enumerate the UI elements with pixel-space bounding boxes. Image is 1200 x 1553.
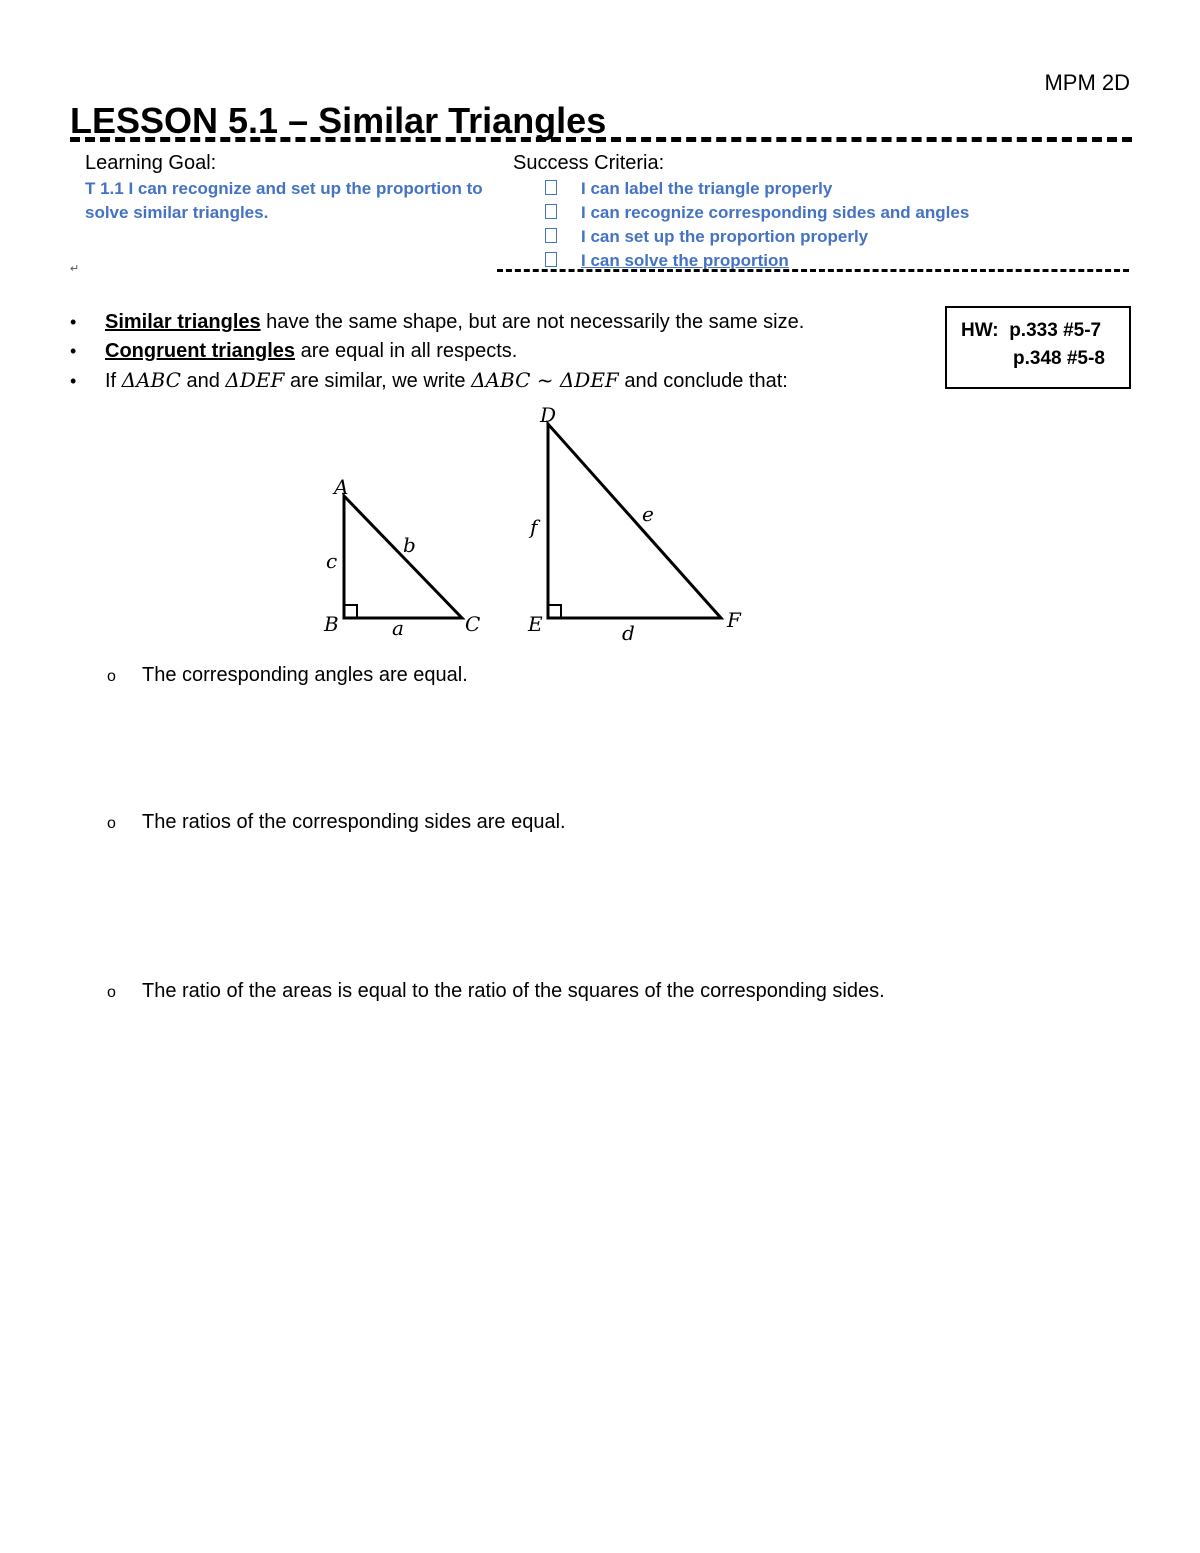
side-label-f: f: [530, 515, 538, 539]
side-label-a: a: [392, 616, 404, 640]
math-triangle-abc: ΔABC: [121, 368, 181, 392]
vertex-label-d: D: [540, 403, 557, 427]
sub-point-areas: [107, 980, 885, 1003]
bullet-icon: •: [70, 341, 77, 361]
sub-point-text: The corresponding angles are equal.: [142, 664, 468, 686]
text: If: [105, 370, 122, 392]
homework-assignment-2: p.348 #5-8: [1013, 348, 1105, 369]
vertex-label-a: A: [334, 475, 349, 499]
side-label-c: c: [326, 549, 338, 573]
criteria-text: I can recognize corresponding sides and angles: [581, 203, 970, 222]
right-angle-b: [344, 605, 357, 618]
math-triangle-def: ΔDEF: [225, 368, 285, 392]
side-label-e: e: [642, 502, 654, 526]
paragraph-mark-icon: ↵: [70, 263, 80, 275]
bullet-icon: •: [70, 312, 77, 332]
text: and conclude that:: [618, 370, 788, 392]
vertex-label-c: C: [465, 612, 481, 636]
learning-goal-heading: Learning Goal:: [85, 152, 217, 174]
vertex-label-b: B: [324, 612, 339, 636]
definition-text: are equal in all respects.: [295, 340, 518, 362]
sub-bullet-icon: o: [107, 984, 116, 1001]
vertex-label-f: F: [727, 608, 741, 632]
homework-assignment-1: p.333 #5-7: [1009, 320, 1102, 341]
term-congruent-triangles: Congruent triangles: [105, 340, 296, 362]
side-label-d: d: [622, 621, 635, 645]
learning-goal-text: T 1.1 I can recognize and set up the proportion to solve similar triangles.: [85, 179, 483, 222]
sub-bullet-icon: o: [107, 668, 116, 685]
text: and: [180, 370, 226, 392]
right-angle-e: [548, 605, 561, 618]
page-title: LESSON 5.1 – Similar Triangles: [70, 100, 607, 141]
sub-point-text: The ratio of the areas is equal to the ratio of the squares of the corresponding sides.: [142, 980, 885, 1002]
sub-point-angles: [107, 664, 468, 687]
vertex-label-e: E: [528, 612, 543, 636]
sub-bullet-icon: o: [107, 815, 116, 832]
criteria-text: I can label the triangle properly: [581, 179, 833, 198]
course-code: MPM 2D: [1044, 70, 1130, 95]
math-similarity: ΔABC ~ ΔDEF: [471, 368, 619, 392]
criteria-text: I can solve the proportion: [581, 251, 789, 270]
sub-point-text: The ratios of the corresponding sides are equal.: [142, 811, 566, 833]
homework-label: HW:: [961, 320, 999, 341]
bullet-icon: •: [70, 371, 77, 391]
term-similar-triangles: Similar triangles: [105, 311, 261, 333]
text: are similar, we write: [284, 370, 472, 392]
similar-triangles-diagram: [0, 0, 1200, 660]
success-criteria-heading: Success Criteria:: [513, 152, 665, 174]
criteria-text: I can set up the proportion properly: [581, 227, 869, 246]
triangle-abc: [344, 496, 462, 618]
sub-point-sides: [107, 811, 566, 834]
side-label-b: b: [403, 533, 416, 557]
definition-text: have the same shape, but are not necessarily the same size.: [260, 311, 805, 333]
triangle-def: [548, 424, 721, 618]
